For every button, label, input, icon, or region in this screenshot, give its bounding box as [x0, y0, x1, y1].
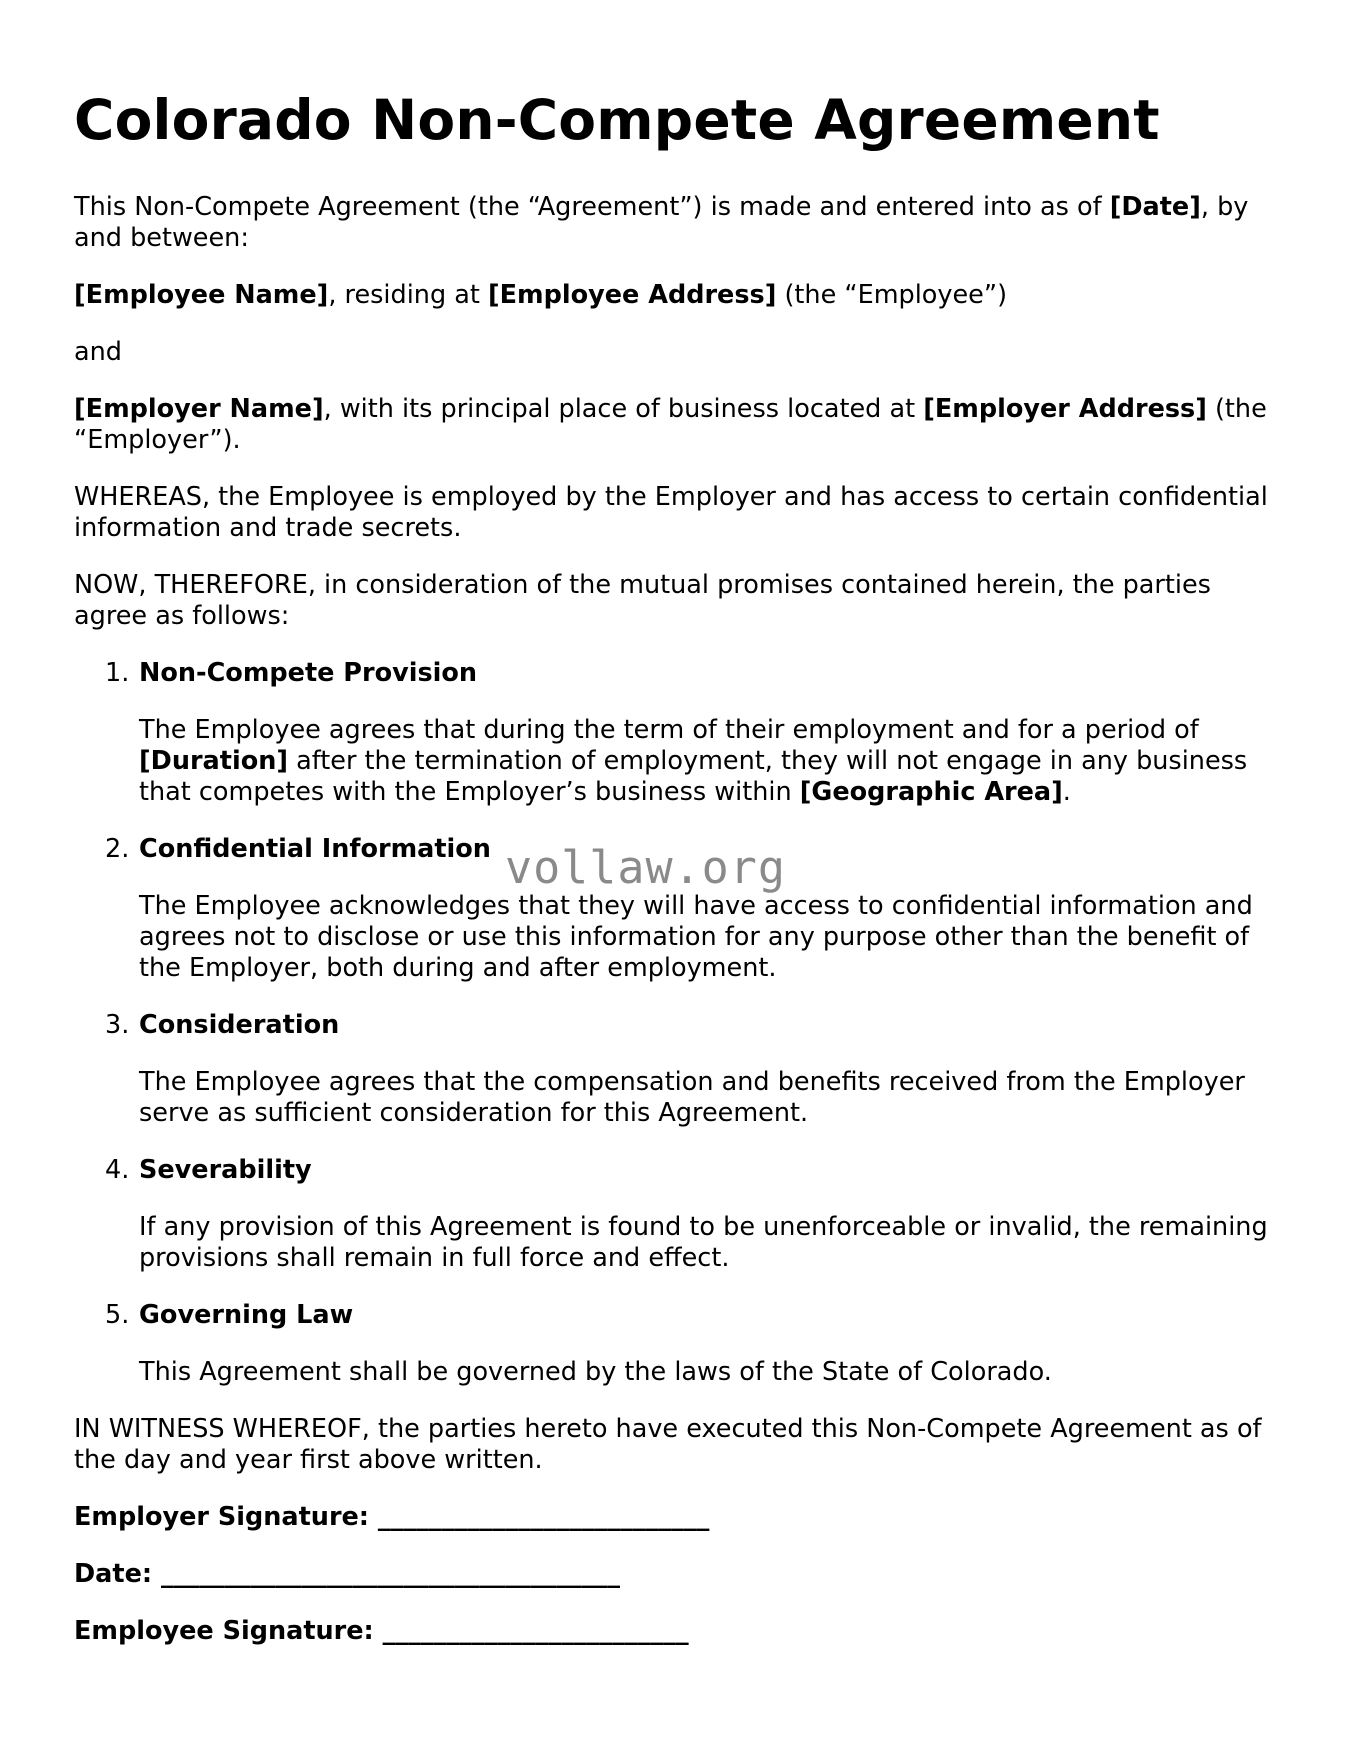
section-body: If any provision of this Agreement is found to be unenforceable or invalid, the remaining provisions shall remain in full force and effect.	[139, 1212, 1268, 1273]
intro-paragraph	[74, 192, 1284, 254]
sections-list	[74, 658, 1284, 1388]
employer-party-text-1: , with its principal place of business located at	[323, 394, 924, 424]
employee-address-placeholder: [Employee Address]	[487, 280, 777, 310]
section-number: 5.	[105, 1300, 130, 1330]
section-title: Governing Law	[139, 1300, 354, 1330]
section-body: The Employee agrees that the compensation and benefits received from the Employer serve as sufficient consideration for this Agreement.	[139, 1067, 1245, 1128]
section-title: Consideration	[139, 1010, 340, 1040]
whereas-paragraph: WHEREAS, the Employee is employed by the Employer and has access to certain confidential information and trade secrets.	[74, 482, 1268, 543]
section-body: The Employee acknowledges that they will have access to confidential information and agrees not to disclose or use this information for any purpose other than the benefit of the Employer, both during and after employment.	[139, 891, 1253, 983]
section-consideration	[105, 1010, 1284, 1129]
section-non-compete	[105, 658, 1284, 808]
date-signature-line	[74, 1559, 1284, 1590]
section-body-text-3: .	[1062, 777, 1071, 807]
section-number: 4.	[105, 1155, 130, 1185]
witness-paragraph: IN WITNESS WHEREOF, the parties hereto have executed this Non-Compete Agreement as of the day and year first above written.	[74, 1414, 1262, 1475]
employer-party-text-2: (the “Employer”).	[74, 394, 1267, 455]
employer-party-paragraph	[74, 394, 1284, 456]
signature-blank[interactable]: __________________________	[377, 1502, 710, 1532]
section-severability	[105, 1155, 1284, 1274]
intro-text-1: This Non-Compete Agreement (the “Agreement”) is made and entered into as of	[74, 192, 1110, 222]
signature-blank[interactable]: ____________________________________	[160, 1559, 620, 1589]
employee-party-text-2: (the “Employee”)	[776, 280, 1008, 310]
section-number: 3.	[105, 1010, 130, 1040]
section-body	[139, 715, 1284, 808]
now-therefore-paragraph: NOW, THEREFORE, in consideration of the mutual promises contained herein, the parties agree as follows:	[74, 570, 1211, 631]
employer-signature-line	[74, 1502, 1284, 1533]
section-body-text-1: The Employee agrees that during the term of their employment and for a period of	[139, 715, 1199, 745]
section-title: Confidential Information	[139, 834, 491, 864]
signature-label: Employee Signature:	[74, 1616, 374, 1646]
employee-party-text-1: , residing at	[328, 280, 488, 310]
section-governing-law	[105, 1300, 1284, 1388]
and-paragraph: and	[74, 337, 122, 367]
section-number: 2.	[105, 834, 130, 864]
signature-blank[interactable]: ________________________	[382, 1616, 689, 1646]
employee-signature-line	[74, 1616, 1284, 1647]
date-placeholder: [Date]	[1109, 192, 1201, 222]
geographic-area-placeholder: [Geographic Area]	[799, 777, 1063, 807]
section-body-text-2: after the termination of employment, they will not engage in any business that competes with the Employer’s business within	[139, 746, 1248, 807]
duration-placeholder: [Duration]	[139, 746, 289, 776]
section-title: Non-Compete Provision	[139, 658, 478, 688]
section-title: Severability	[139, 1155, 312, 1185]
document-title: Colorado Non-Compete Agreement	[74, 88, 1160, 152]
signature-label: Employer Signature:	[74, 1502, 370, 1532]
employer-address-placeholder: [Employer Address]	[923, 394, 1207, 424]
section-number: 1.	[105, 658, 130, 688]
employer-name-placeholder: [Employer Name]	[74, 394, 324, 424]
section-body: This Agreement shall be governed by the laws of the State of Colorado.	[139, 1357, 1052, 1387]
employee-name-placeholder: [Employee Name]	[74, 280, 329, 310]
signature-label: Date:	[74, 1559, 153, 1589]
watermark: vollaw.org	[505, 841, 786, 894]
intro-text-2: , by and between:	[74, 192, 1249, 253]
employee-party-paragraph	[74, 280, 1284, 311]
